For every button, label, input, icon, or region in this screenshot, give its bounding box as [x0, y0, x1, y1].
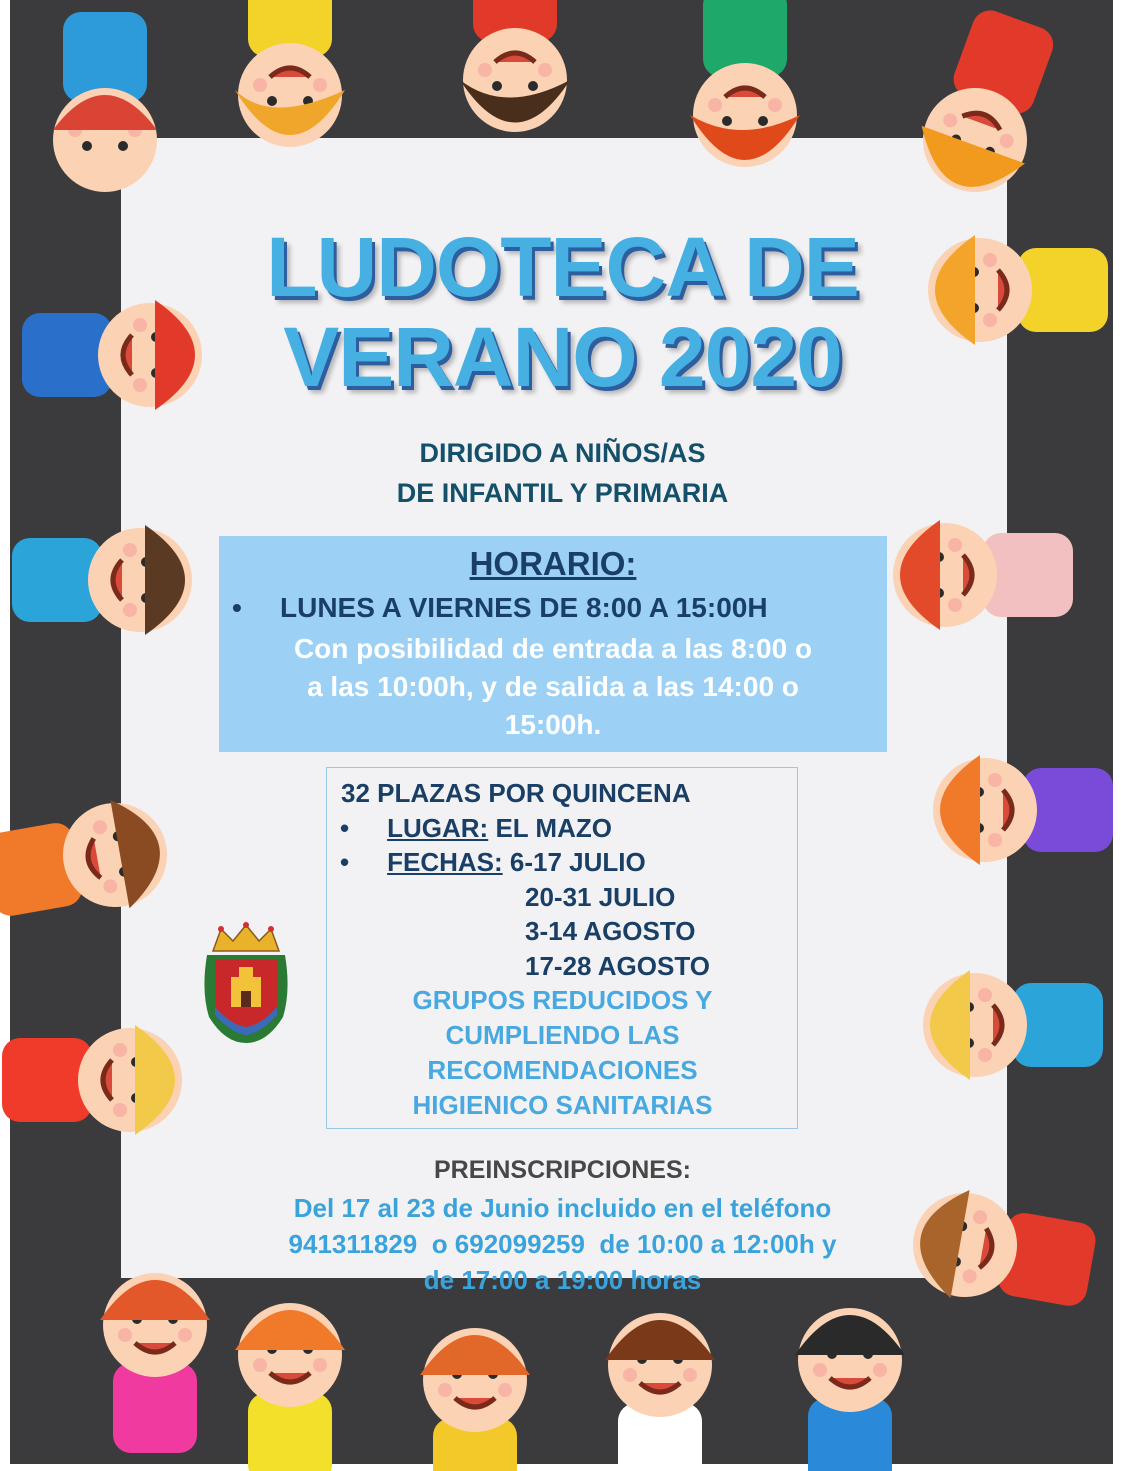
kid-top-1	[53, 12, 157, 192]
places-text: 32 PLAZAS POR QUINCENA	[341, 778, 691, 808]
hygiene-line-2: CUMPLIENDO LAS	[445, 1020, 680, 1050]
schedule-note	[219, 630, 887, 744]
kid-right-2	[893, 520, 1073, 630]
target-line-2: DE INFANTIL Y PRIMARIA	[396, 478, 729, 508]
place-value: EL MAZO	[495, 813, 612, 843]
hygiene-line-4: HIGIENICO SANITARIAS	[412, 1090, 713, 1120]
place-label: LUGAR:	[387, 813, 489, 843]
dates-line	[340, 847, 646, 878]
kid-top-3	[460, 0, 570, 132]
kid-left-4	[2, 1025, 182, 1135]
hygiene-notice	[330, 983, 795, 1123]
kid-top-5	[906, 1, 1071, 208]
bullet-icon: •	[340, 847, 350, 877]
preregistration-details	[0, 1190, 1125, 1298]
date-range: 17-28 AGOSTO	[525, 951, 710, 981]
schedule-main-text: LUNES A VIERNES DE 8:00 A 15:00H	[280, 592, 768, 623]
kid-bottom-3	[420, 1328, 530, 1471]
kid-bottom-1	[100, 1273, 210, 1453]
target-line-1: DIRIGIDO A NIÑOS/AS	[419, 438, 706, 468]
bullet-icon: •	[232, 592, 242, 623]
kid-left-3	[0, 792, 176, 932]
place-line	[340, 813, 612, 844]
schedule-note-line-3: 15:00h.	[504, 709, 602, 740]
hygiene-line-1: GRUPOS REDUCIDOS Y	[412, 985, 713, 1015]
kid-right-4	[923, 970, 1103, 1080]
preregistration-heading: PREINSCRIPCIONES:	[434, 1156, 691, 1184]
date-range: 20-31 JULIO	[525, 882, 676, 912]
municipal-coat-of-arms-icon	[195, 921, 297, 1045]
title-line-1: LUDOTECA DE	[266, 220, 859, 314]
hygiene-line-3: RECOMENDACIONES	[427, 1055, 698, 1085]
preregistration-line-2: 941311829 o 692099259 de 10:00 a 12:00h y	[288, 1229, 837, 1259]
bullet-icon: •	[340, 813, 350, 843]
kid-top-4	[690, 0, 800, 167]
kid-top-2	[235, 0, 345, 147]
kid-bottom-5	[795, 1308, 905, 1471]
title-line-2: VERANO 2020	[283, 310, 842, 404]
preregistration-line-3: de 17:00 a 19:00 horas	[423, 1265, 702, 1295]
schedule-heading: HORARIO:	[469, 545, 637, 582]
date-range: 6-17 JULIO	[509, 847, 646, 877]
kid-right-3	[933, 755, 1113, 865]
schedule-note-line-1: Con posibilidad de entrada a las 8:00 o	[293, 633, 813, 664]
schedule-main-line	[232, 592, 768, 624]
kid-bottom-4	[605, 1313, 715, 1471]
target-audience	[0, 433, 1125, 513]
kid-bottom-2	[235, 1303, 345, 1471]
poster-title	[0, 222, 1125, 402]
preregistration-line-1: Del 17 al 23 de Junio incluido en el teléfono	[293, 1193, 832, 1223]
dates-label: FECHAS:	[387, 847, 503, 877]
schedule-note-line-2: a las 10:00h, y de salida a las 14:00 o	[307, 671, 799, 702]
date-range: 3-14 AGOSTO	[525, 916, 696, 946]
kid-left-2	[12, 525, 192, 635]
